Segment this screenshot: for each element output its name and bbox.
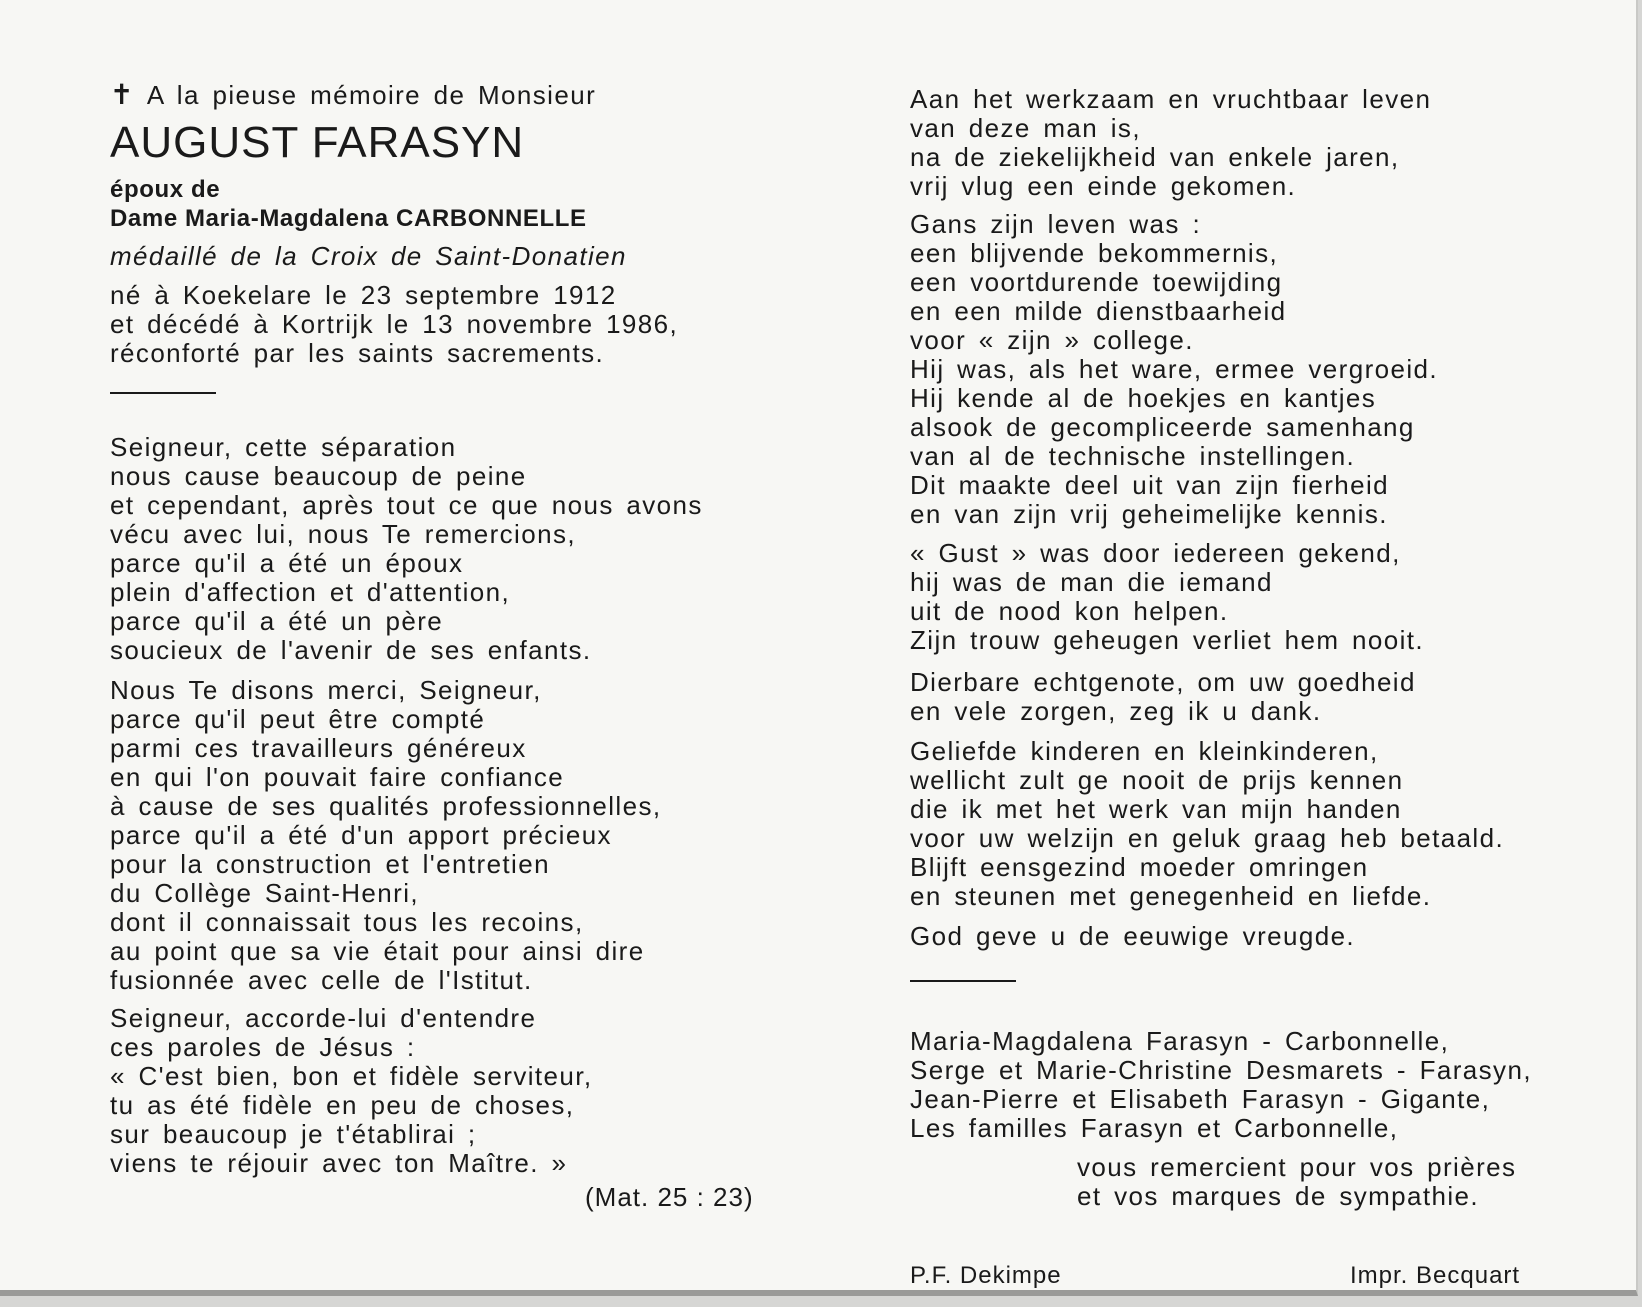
text-line: en van zijn vrij geheimelijke kennis. — [910, 499, 1388, 529]
text-line: Aan het werkzaam en vruchtbaar leven — [910, 84, 1432, 114]
text-line: van al de technische instellingen. — [910, 441, 1356, 471]
text-line: wellicht zult ge nooit de prijs kennen — [910, 765, 1404, 795]
deceased-name: AUGUST FARASYN — [110, 118, 525, 167]
bio-line: né à Koekelare le 23 septembre 1912 — [110, 280, 617, 310]
medal-line: médaillé de la Croix de Saint-Donatien — [110, 241, 627, 271]
text-line: en een milde dienstbaarheid — [910, 296, 1287, 326]
text-line: parce qu'il a été un père — [110, 606, 444, 636]
text-line: Gans zijn leven was : — [910, 209, 1202, 239]
text-line: na de ziekelijkheid van enkele jaren, — [910, 142, 1400, 172]
undertaker-name: P.F. Dekimpe — [910, 1262, 1062, 1289]
text-line: viens te réjouir avec ton Maître. » — [110, 1148, 568, 1178]
family-line: Jean-Pierre et Elisabeth Farasyn - Gigante, — [910, 1084, 1491, 1114]
thanks-block — [1077, 1153, 1516, 1211]
text-line: een voortdurende toewijding — [910, 267, 1283, 297]
intro-text: A la pieuse mémoire de Monsieur — [146, 80, 597, 110]
text-line: Hij kende al de hoekjes en kantjes — [910, 383, 1377, 413]
prayer-paragraph-1 — [110, 433, 703, 665]
text-line: du Collège Saint-Henri, — [110, 878, 420, 908]
text-line: voor uw welzijn en geluk graag heb betaald. — [910, 823, 1505, 853]
cross-icon: ✝ — [110, 79, 135, 110]
text-line: uit de nood kon helpen. — [910, 596, 1229, 626]
bio-line: réconforté par les saints sacrements. — [110, 338, 605, 368]
family-block — [910, 1027, 1532, 1143]
stanza-6 — [910, 922, 1355, 951]
text-line: die ik met het werk van mijn handen — [910, 794, 1402, 824]
text-line: plein d'affection et d'attention, — [110, 577, 511, 607]
spouse-name: Dame Maria-Magdalena CARBONNELLE — [110, 205, 587, 232]
text-line: Dierbare echtgenote, om uw goedheid — [910, 667, 1416, 697]
prayer-paragraph-3 — [110, 1004, 593, 1178]
text-line: alsook de gecompliceerde samenhang — [910, 412, 1415, 442]
text-line: Blijft eensgezind moeder omringen — [910, 852, 1369, 882]
text-line: en steunen met genegenheid en liefde. — [910, 881, 1432, 911]
stanza-5 — [910, 737, 1504, 911]
text-line: fusionnée avec celle de l'Istitut. — [110, 965, 533, 995]
stanza-2 — [910, 210, 1438, 529]
text-line: en vele zorgen, zeg ik u dank. — [910, 696, 1322, 726]
stanza-1 — [910, 85, 1431, 201]
text-line: God geve u de eeuwige vreugde. — [910, 921, 1356, 951]
text-line: parce qu'il peut être compté — [110, 704, 486, 734]
text-line: Zijn trouw geheugen verliet hem nooit. — [910, 625, 1425, 655]
text-line: Nous Te disons merci, Seigneur, — [110, 675, 542, 705]
text-line: nous cause beaucoup de peine — [110, 461, 527, 491]
text-line: dont il connaissait tous les recoins, — [110, 907, 584, 937]
text-line: sur beaucoup je t'établirai ; — [110, 1119, 477, 1149]
stanza-4 — [910, 668, 1416, 726]
divider — [110, 392, 216, 394]
text-line: vrij vlug een einde gekomen. — [910, 171, 1297, 201]
text-line: Geliefde kinderen en kleinkinderen, — [910, 736, 1379, 766]
prayer-paragraph-2 — [110, 676, 661, 995]
text-line: parce qu'il a été d'un apport précieux — [110, 820, 612, 850]
text-line: parce qu'il a été un époux — [110, 548, 464, 578]
text-line: Seigneur, cette séparation — [110, 432, 457, 462]
family-line: Les familles Farasyn et Carbonnelle, — [910, 1113, 1399, 1143]
text-line: hij was de man die iemand — [910, 567, 1273, 597]
divider — [910, 980, 1016, 982]
scripture-reference: (Mat. 25 : 23) — [585, 1182, 754, 1212]
text-line: pour la construction et l'entretien — [110, 849, 550, 879]
bio-block — [110, 281, 678, 368]
text-line: Hij was, als het ware, ermee vergroeid. — [910, 354, 1439, 384]
text-line: tu as été fidèle en peu de choses, — [110, 1090, 575, 1120]
text-line: van deze man is, — [910, 113, 1141, 143]
stanza-3 — [910, 539, 1424, 655]
intro-line — [110, 80, 596, 110]
family-line: Maria-Magdalena Farasyn - Carbonnelle, — [910, 1026, 1450, 1056]
text-line: soucieux de l'avenir de ses enfants. — [110, 635, 592, 665]
bio-line: et décédé à Kortrijk le 13 novembre 1986, — [110, 309, 679, 339]
text-line: Seigneur, accorde-lui d'entendre — [110, 1003, 537, 1033]
printer-name: Impr. Becquart — [1350, 1262, 1521, 1289]
text-line: ces paroles de Jésus : — [110, 1032, 416, 1062]
text-line: « Gust » was door iedereen gekend, — [910, 538, 1401, 568]
text-line: een blijvende bekommernis, — [910, 238, 1279, 268]
text-line: vécu avec lui, nous Te remercions, — [110, 519, 576, 549]
text-line: en qui l'on pouvait faire confiance — [110, 762, 565, 792]
family-line: Serge et Marie-Christine Desmarets - Farasyn, — [910, 1055, 1532, 1085]
text-line: au point que sa vie était pour ainsi dire — [110, 936, 645, 966]
text-line: Dit maakte deel uit van zijn fierheid — [910, 470, 1390, 500]
text-line: voor « zijn » college. — [910, 325, 1194, 355]
text-line: et cependant, après tout ce que nous avons — [110, 490, 703, 520]
text-line: à cause de ses qualités professionnelles, — [110, 791, 662, 821]
text-line: parmi ces travailleurs généreux — [110, 733, 527, 763]
text-line: « C'est bien, bon et fidèle serviteur, — [110, 1061, 593, 1091]
thanks-line: vous remercient pour vos prières — [1077, 1152, 1517, 1182]
thanks-line: et vos marques de sympathie. — [1077, 1181, 1480, 1211]
spouse-label: époux de — [110, 176, 221, 203]
